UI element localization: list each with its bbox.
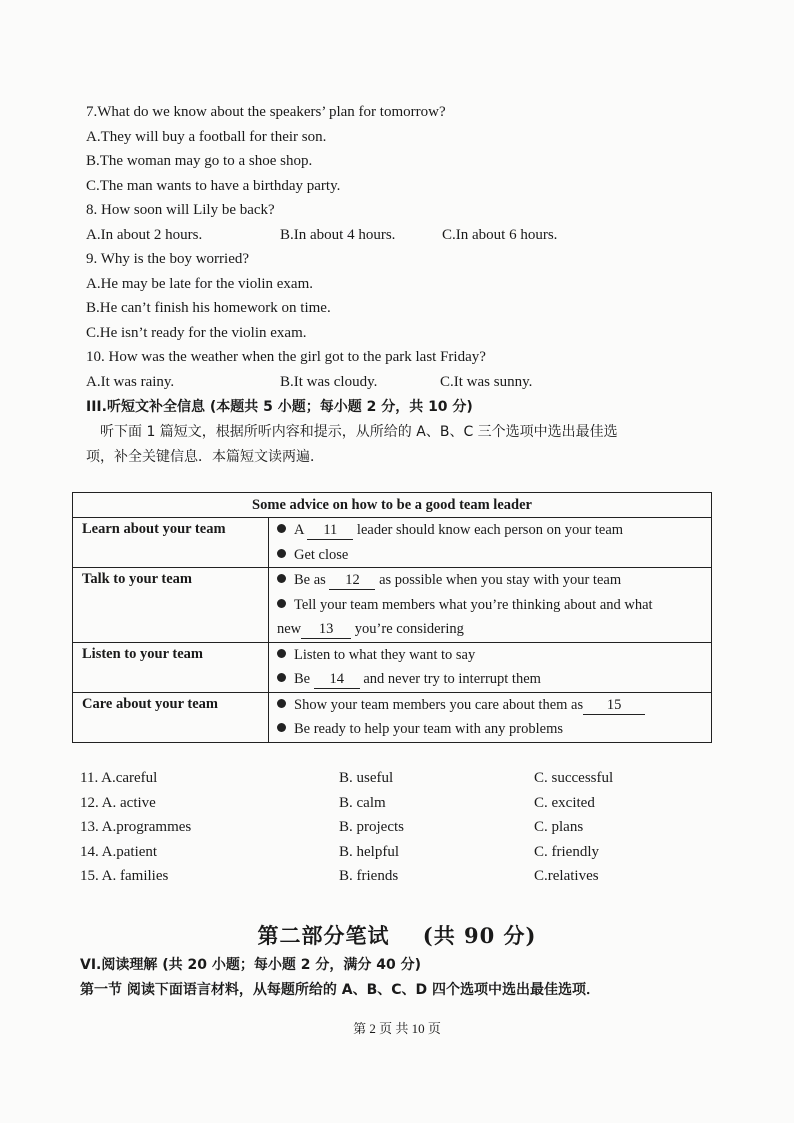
q8-option-a: A.In about 2 hours. bbox=[86, 227, 203, 243]
blank-11: 11 bbox=[307, 522, 353, 540]
q9-stem: 9. Why is the boy worried? bbox=[86, 251, 250, 267]
q8-stem: 8. How soon will Lily be back? bbox=[86, 202, 275, 218]
table-row bbox=[73, 518, 712, 568]
bullet-icon bbox=[277, 574, 286, 583]
row-category: Learn about your team bbox=[73, 518, 269, 568]
page-number: 第 2 页 共 10 页 bbox=[353, 1021, 441, 1036]
table-title: Some advice on how to be a good team leader bbox=[73, 493, 712, 518]
advice-table bbox=[72, 492, 712, 743]
q10-option-c: C.It was sunny. bbox=[440, 374, 533, 390]
bullet-icon bbox=[277, 673, 286, 682]
bullet-icon bbox=[277, 723, 286, 732]
table-row bbox=[73, 568, 712, 643]
bullet-icon bbox=[277, 524, 286, 533]
bullet-icon bbox=[277, 549, 286, 558]
bullet-icon bbox=[277, 699, 286, 708]
bullet-item: Show your team members you care about them as 15 bbox=[277, 693, 705, 718]
row-category: Talk to your team bbox=[73, 568, 269, 643]
q7-option-c: C.The man wants to have a birthday party. bbox=[86, 178, 341, 194]
bullet-item: Get close bbox=[277, 543, 705, 568]
exam-page: 7.What do we know about the speakers’ plan for tomorrow? A.They will buy a football for their son. B.The woman may go to a shoe shop. C.The man wants to have a birthday party. 8. How soon will Lily be back? A.In about 2 hours. B.In about 4 hours. C.In about 6 hours. 9. Why is the boy worried? A.He may be late for the violin exam. B.He can’t finish his homework on time. C.He isn’t ready for the violin exam. 10. How was the weather when the girl got to the park last Friday? A.It was rainy. B.It was cloudy. C.It was sunny. III.听短文补全信息 (本题共 5 小题；每小题 2 分，共 10 分) 听下面 1 篇短文，根据所听内容和提示，从所给的 A、B、C 三个选项中选出最佳选 项，补全关键信息．本篇短文读两遍． Some advice on how to be a good team leader Learn about your team A 11 leader should know each person on your team Get close Talk to your team Be as 12 as possible when you stay with your team Tell your team members what you’re thinking about and what new 13 you’re considering Listen to your team Listen to what they want to say Be 14 and never try to interrupt them Care about your team Show your team members you care about them as 15 Be ready to help your team with any problems 11. A.careful B. useful C. successful 12. A. active B. calm C. excited 13. A.programmes B. projects C. plans 14. A.patient B. helpful C. friendly 15. A. families B. friends C.relatives 第二部分笔试 (共 90 分) VI.阅读理解 (共 20 小题；每小题 2 分，满分 40 分) 第一节 阅读下面语言材料，从每题所给的 A、B、C、D 四个选项中选出最佳选项． 第 2 页 共 10 页 bbox=[0, 0, 794, 1123]
q8-option-c: C.In about 6 hours. bbox=[442, 227, 558, 243]
blank-12: 12 bbox=[329, 572, 375, 590]
blank-14: 14 bbox=[314, 671, 360, 689]
bullet-item-continuation: new 13 you’re considering bbox=[277, 621, 464, 637]
q9-option-b: B.He can’t finish his homework on time. bbox=[86, 300, 331, 316]
q9-option-c: C.He isn’t ready for the violin exam. bbox=[86, 325, 307, 341]
q10-stem: 10. How was the weather when the girl got to the park last Friday? bbox=[86, 349, 486, 365]
row-category: Listen to your team bbox=[73, 642, 269, 692]
q10-option-a: A.It was rainy. bbox=[86, 374, 175, 390]
section1-instruction: 第一节 阅读下面语言材料，从每题所给的 A、B、C、D 四个选项中选出最佳选项． bbox=[80, 982, 601, 998]
bullet-item: Tell your team members what you’re thinking about and what bbox=[277, 593, 705, 618]
bullet-icon bbox=[277, 599, 286, 608]
bullet-item: A 11 leader should know each person on your team bbox=[277, 518, 705, 543]
bullet-icon bbox=[277, 649, 286, 658]
blank-13: 13 bbox=[301, 621, 351, 639]
blank-15: 15 bbox=[583, 697, 645, 715]
q10-option-b: B.It was cloudy. bbox=[280, 374, 378, 390]
bullet-item: Be 14 and never try to interrupt them bbox=[277, 667, 705, 692]
row-category: Care about your team bbox=[73, 692, 269, 742]
bullet-item: Be as 12 as possible when you stay with your team bbox=[277, 568, 705, 593]
section6-heading: VI.阅读理解 (共 20 小题；每小题 2 分，满分 40 分) bbox=[80, 957, 421, 973]
q9-option-a: A.He may be late for the violin exam. bbox=[86, 276, 314, 292]
part2-title: 第二部分笔试 (共 90 分) bbox=[257, 923, 537, 948]
q7-stem: 7.What do we know about the speakers’ plan for tomorrow? bbox=[86, 104, 446, 120]
q7-option-a: A.They will buy a football for their son. bbox=[86, 129, 327, 145]
table-row bbox=[73, 692, 712, 742]
q7-option-b: B.The woman may go to a shoe shop. bbox=[86, 153, 313, 169]
q8-option-b: B.In about 4 hours. bbox=[280, 227, 396, 243]
table-row bbox=[73, 642, 712, 692]
section3-instruction-line1: 听下面 1 篇短文，根据所听内容和提示，从所给的 A、B、C 三个选项中选出最佳选 bbox=[100, 424, 618, 440]
bullet-item: Be ready to help your team with any problems bbox=[277, 717, 705, 742]
section3-instruction-line2: 项，补全关键信息．本篇短文读两遍． bbox=[86, 449, 324, 465]
bullet-item: Listen to what they want to say bbox=[277, 643, 705, 668]
section3-heading: III.听短文补全信息 (本题共 5 小题；每小题 2 分，共 10 分) bbox=[86, 399, 473, 415]
